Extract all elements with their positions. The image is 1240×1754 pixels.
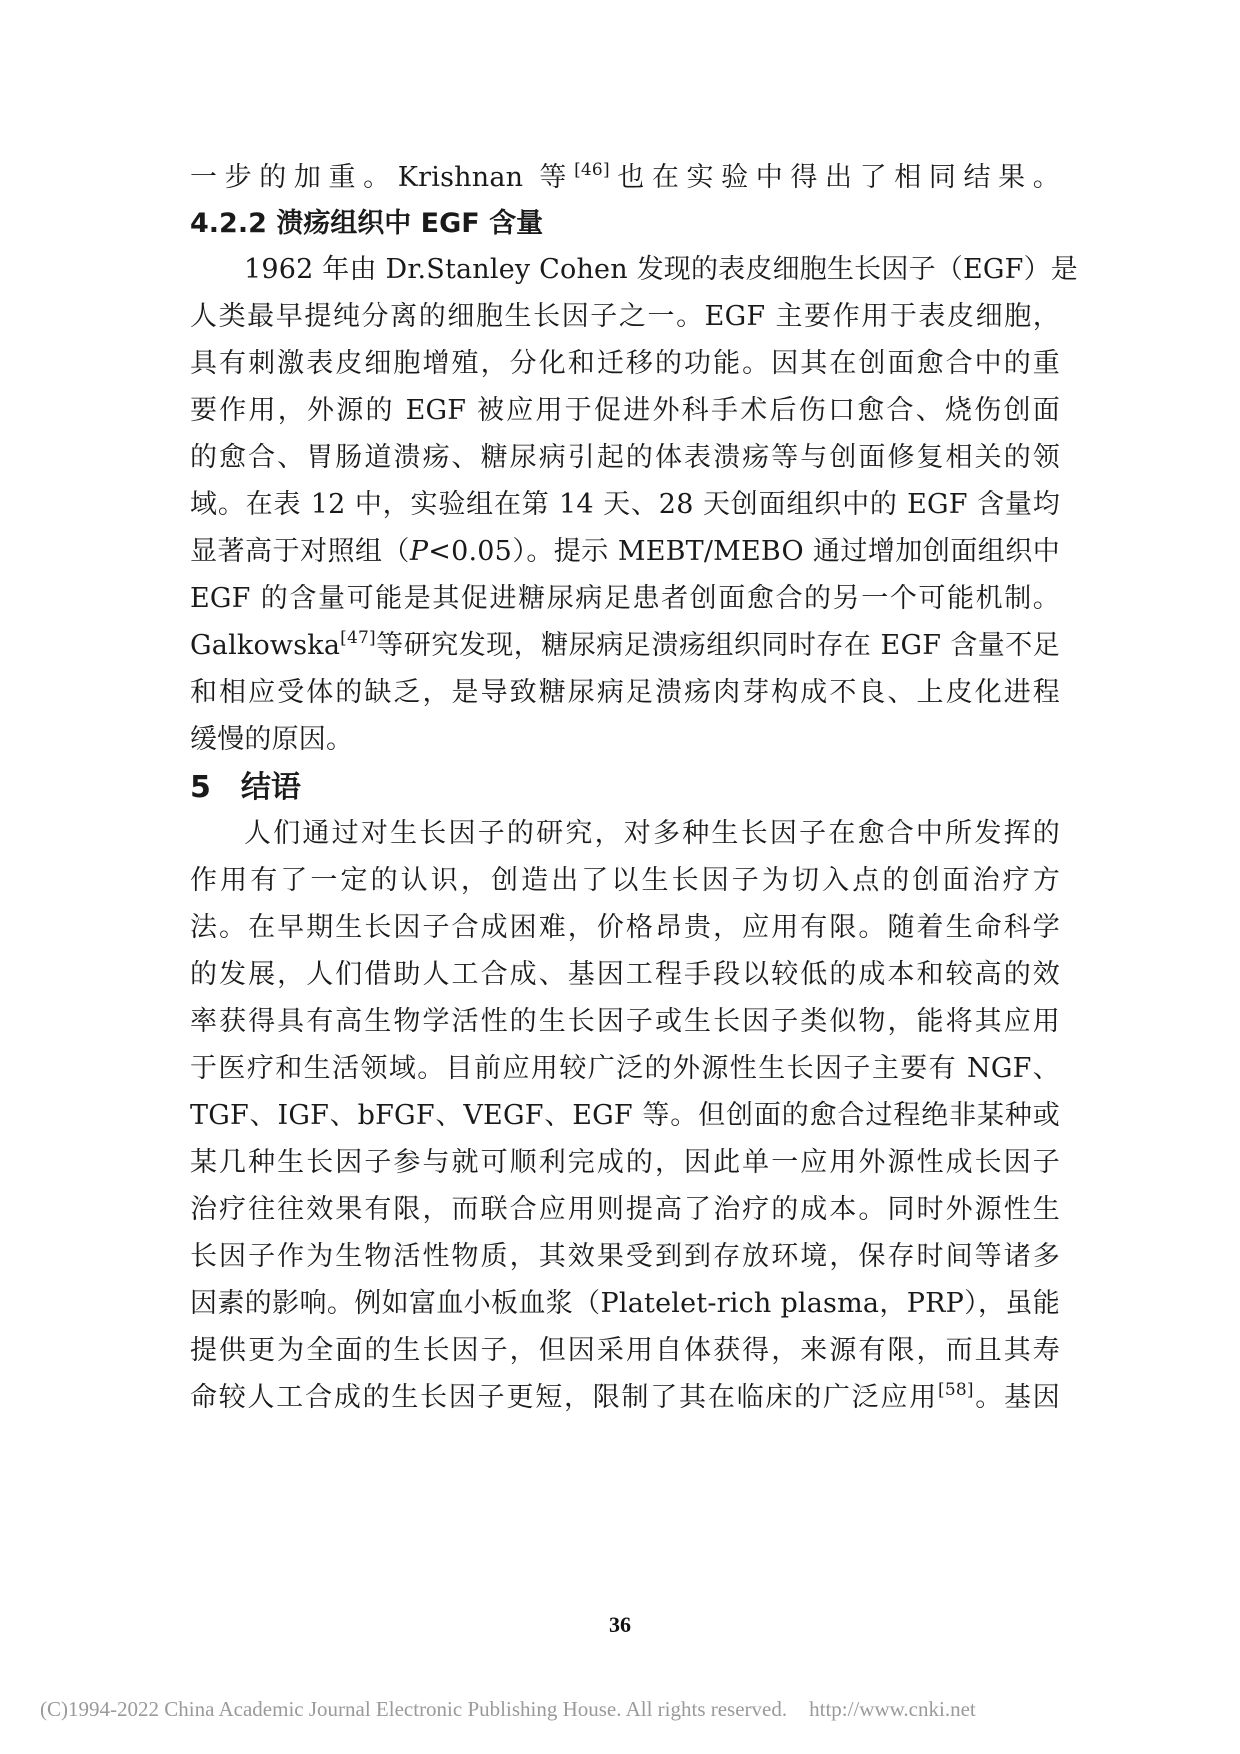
paragraph-line: 提供更为全面的生长因子，但因采用自体获得，来源有限，而且其寿 — [190, 1335, 1060, 1366]
paragraph-line — [190, 1378, 1060, 1418]
copyright-footer — [40, 1697, 976, 1722]
paragraph-line: EGF 的含量可能是其促进糖尿病足患者创面愈合的另一个可能机制。 — [190, 583, 1060, 614]
copyright-text: (C)1994-2022 China Academic Journal Electronic Publishing House. All rights reserved. — [40, 1697, 788, 1721]
text-run: 。基因 — [973, 1382, 1060, 1413]
citation-ref: [47] — [340, 628, 376, 648]
paragraph-line: 要作用，外源的 EGF 被应用于促进外科手术后伤口愈合、烧伤创面 — [190, 395, 1060, 426]
citation-ref: [46] — [574, 160, 610, 180]
text-run: <0.05）。提示 MEBT/MEBO 通过增加创面组织中 — [428, 536, 1060, 567]
text-run: 命较人工合成的生长因子更短，限制了其在临床的广泛应用 — [190, 1382, 938, 1413]
paragraph-line — [190, 532, 1060, 572]
paragraph-line: 的愈合、胃肠道溃疡、糖尿病引起的体表溃疡等与创面修复相关的领 — [190, 442, 1060, 473]
paragraph-line: 的发展，人们借助人工合成、基因工程手段以较低的成本和较高的效 — [190, 959, 1060, 990]
paragraph-line: TGF、IGF、bFGF、VEGF、EGF 等。但创面的愈合过程绝非某种或 — [190, 1100, 1060, 1131]
paragraph-line: 某几种生长因子参与就可顺利完成的，因此单一应用外源性成长因子 — [190, 1147, 1060, 1178]
text-run: 也在实验中得出了相同结果。 — [609, 162, 1060, 193]
text-run: 显著高于对照组（ — [190, 536, 410, 567]
paragraph-line: 缓慢的原因。 — [190, 724, 354, 755]
footer-url: http://www.cnki.net — [809, 1697, 976, 1721]
paragraph-line: 作用有了一定的认识，创造出了以生长因子为切入点的创面治疗方 — [190, 865, 1060, 896]
paragraph-line — [190, 158, 1060, 198]
paragraph-line: 具有刺激表皮细胞增殖，分化和迁移的功能。因其在创面愈合中的重 — [190, 348, 1060, 379]
paragraph-line: 长因子作为生物活性物质，其效果受到到存放环境，保存时间等诸多 — [190, 1241, 1060, 1272]
section-heading-4-2-2: 4.2.2 溃疡组织中 EGF 含量 — [190, 208, 544, 239]
text-run: 一步的加重。Krishnan 等 — [190, 162, 575, 193]
text-run: Galkowska — [190, 630, 341, 661]
page-number: 36 — [609, 1612, 631, 1637]
paragraph-line: 于医疗和生活领域。目前应用较广泛的外源性生长因子主要有 NGF、 — [190, 1053, 1060, 1084]
paragraph-line: 1962 年由 Dr.Stanley Cohen 发现的表皮细胞生长因子（EGF）是 — [244, 254, 1078, 285]
paragraph-line: 率获得具有高生物学活性的生长因子或生长因子类似物，能将其应用 — [190, 1006, 1060, 1037]
section-heading-5: 5 结语 — [190, 770, 301, 805]
text-run: 等研究发现，糖尿病足溃疡组织同时存在 EGF 含量不足 — [375, 630, 1060, 661]
paragraph-line — [190, 626, 1060, 666]
paragraph-line: 域。在表 12 中，实验组在第 14 天、28 天创面组织中的 EGF 含量均 — [190, 489, 1060, 520]
paragraph-line: 因素的影响。例如富血小板血浆（Platelet-rich plasma，PRP），虽能 — [190, 1288, 1060, 1319]
paragraph-line: 人类最早提纯分离的细胞生长因子之一。EGF 主要作用于表皮细胞， — [190, 301, 1060, 332]
paragraph-line: 治疗往往效果有限，而联合应用则提高了治疗的成本。同时外源性生 — [190, 1194, 1060, 1225]
p-value-symbol: P — [409, 536, 429, 567]
paragraph-line: 法。在早期生长因子合成困难，价格昂贵，应用有限。随着生命科学 — [190, 912, 1060, 943]
citation-ref: [58] — [937, 1380, 974, 1400]
paragraph-line: 和相应受体的缺乏，是导致糖尿病足溃疡肉芽构成不良、上皮化进程 — [190, 677, 1060, 708]
paragraph-line: 人们通过对生长因子的研究，对多种生长因子在愈合中所发挥的 — [244, 818, 1060, 849]
